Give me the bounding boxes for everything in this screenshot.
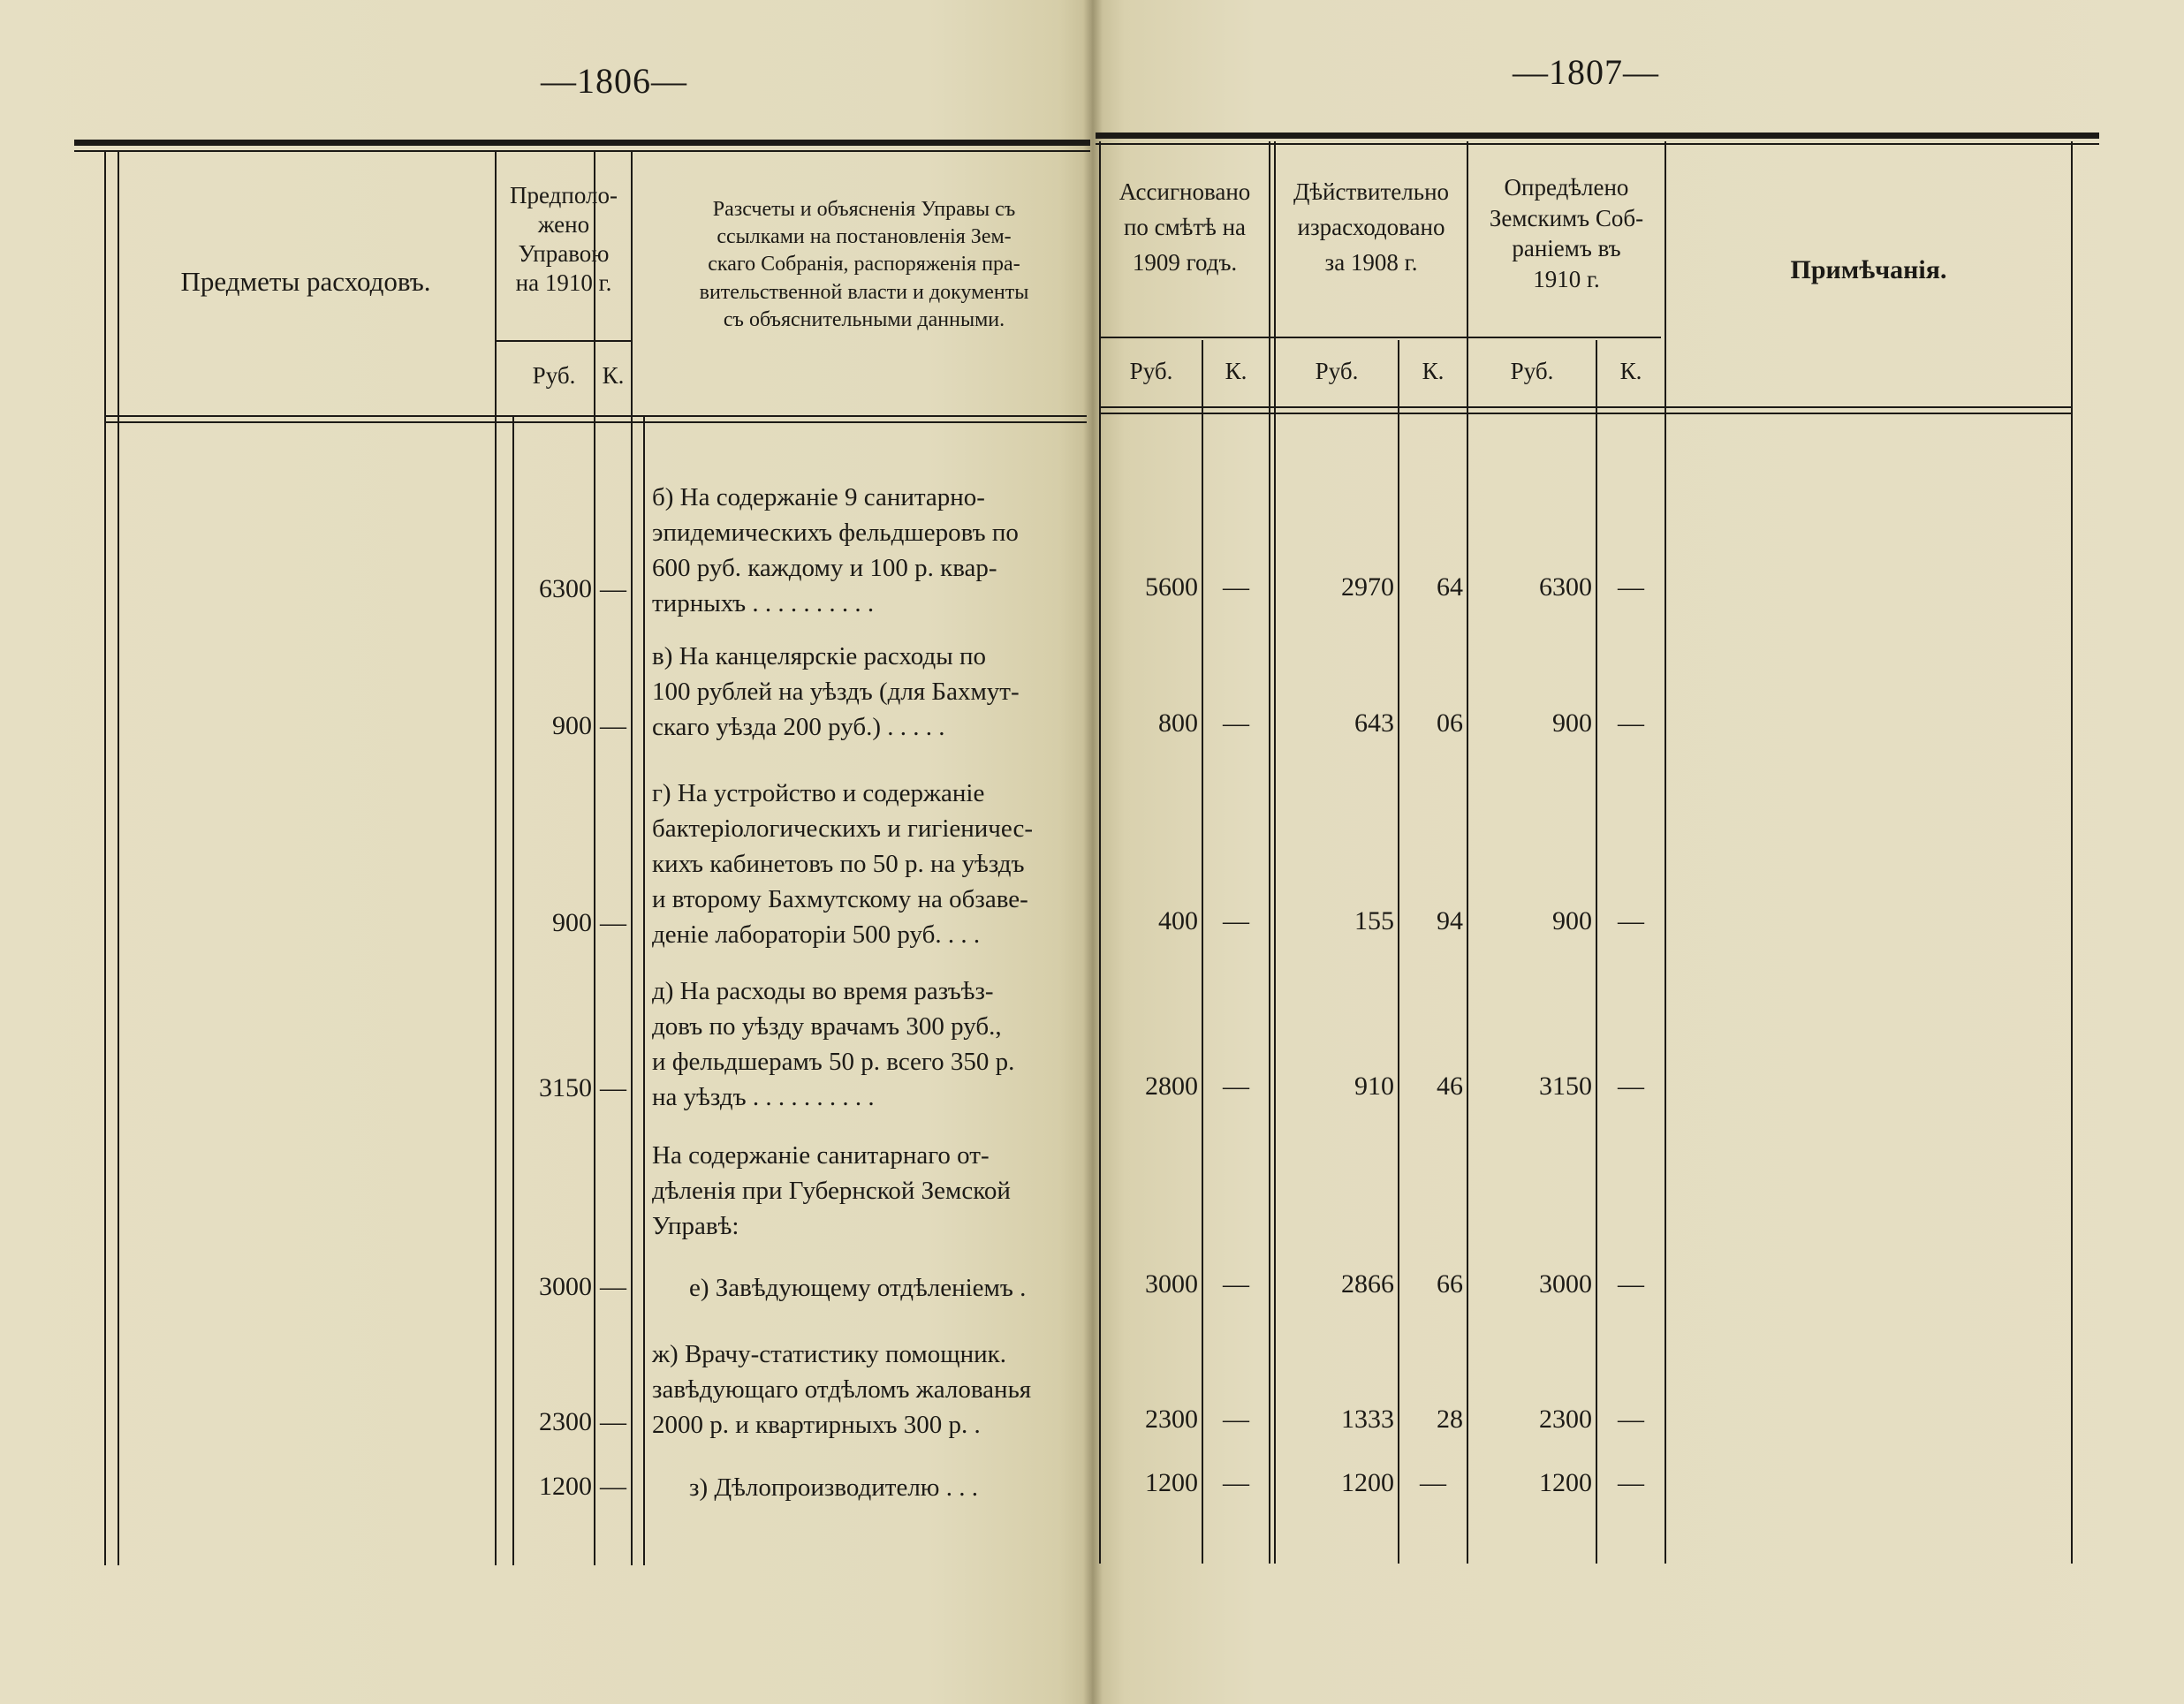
row-b-determined: 6300 (1539, 572, 1592, 602)
row-d-proposed: 3150 (539, 1073, 592, 1102)
header-explanations: Разсчеты и объясненія Управы съ ссылками на постановленія Зем- скаго Собранія, распоряженія пра- вительственной власти и документы съ объяснительными данными. (699, 198, 1029, 331)
row-g-actual: 155 (1354, 906, 1394, 935)
header-proposed: Предполо- жено Управою на 1910 г. (510, 182, 618, 296)
row-zh-proposed: 2300 (539, 1407, 592, 1436)
row-zh-actual-kop: 28 (1437, 1405, 1463, 1434)
row-zh-assigned: 2300 (1145, 1405, 1198, 1434)
row-e-assigned: 3000 (1145, 1269, 1198, 1299)
row-g-text: г) На устройство и содержаніе бактеріологическихъ и гигіеничес- кихъ кабинетовъ по 50 р. на уѣздъ и второму Бахмутскому на обзаве- деніе лабораторіи 500 руб. . . . (652, 779, 1033, 949)
row-zh-determined: 2300 (1539, 1405, 1592, 1434)
subheader-rule-right (1099, 337, 1661, 338)
row-b-assigned: 5600 (1145, 572, 1198, 602)
vline-right-border (2071, 141, 2073, 1564)
row-zh-text: ж) Врачу-статистику помощник. завѣдующаго отдѣломъ жалованья 2000 р. и квартирныхъ 300 р. . (652, 1340, 1032, 1439)
row-zh-determined-kop: — (1618, 1405, 1644, 1434)
row-g-determined: 900 (1552, 906, 1592, 935)
header-actual-rub: Руб. (1315, 358, 1359, 384)
header-proposed-rub: Руб. (532, 362, 576, 389)
row-zh-assigned-kop: — (1223, 1405, 1249, 1434)
vline-left-border-2 (118, 152, 119, 1565)
row-z-actual-kop: — (1420, 1468, 1446, 1497)
vline-actual-left-2 (1274, 141, 1276, 1564)
row-zh-actual: 1333 (1341, 1405, 1394, 1434)
vline-assigned-left (1099, 141, 1101, 1564)
row-g-assigned-kop: — (1223, 906, 1249, 935)
vline-left-border-1 (104, 152, 106, 1565)
header-assigned-kop: К. (1225, 358, 1247, 384)
row-d-determined-kop: — (1618, 1072, 1644, 1101)
header-determined-kop: К. (1619, 358, 1642, 384)
row-z-assigned: 1200 (1145, 1468, 1198, 1497)
row-z-proposed-kop: — (600, 1472, 626, 1501)
vline-actual-kop (1398, 340, 1399, 1564)
row-z-proposed: 1200 (539, 1472, 592, 1501)
header-determined-rub: Руб. (1510, 358, 1554, 384)
left-page-number: —1806— (541, 61, 687, 101)
row-d-determined: 3150 (1539, 1072, 1592, 1101)
row-e-determined: 3000 (1539, 1269, 1592, 1299)
header-determined: Опредѣлено Земскимъ Соб- раніемъ въ 1910 г. (1489, 174, 1644, 292)
row-z-determined-kop: — (1618, 1468, 1644, 1497)
top-thin-rule-left (74, 150, 1090, 152)
row-e-actual-kop: 66 (1437, 1269, 1463, 1299)
header-items: Предметы расходовъ. (180, 266, 431, 297)
header-actual: Дѣйствительно израсходовано за 1908 г. (1293, 178, 1450, 276)
header-rule-left-1 (104, 415, 1087, 417)
row-e-proposed-kop: — (600, 1272, 626, 1301)
row-b-actual-kop: 64 (1437, 572, 1463, 602)
top-rule-right (1096, 133, 2099, 139)
row-z-text: з) Дѣлопроизводителю . . . (689, 1473, 978, 1502)
row-v-proposed-kop: — (600, 711, 626, 740)
row-g-assigned: 400 (1158, 906, 1198, 935)
row-g-proposed-kop: — (600, 908, 626, 937)
header-assigned: Ассигновано по смѣтѣ на 1909 годъ. (1119, 178, 1251, 276)
row-v-actual-kop: 06 (1437, 708, 1463, 738)
vline-determined-left (1467, 141, 1468, 1564)
header-rule-right-1 (1099, 406, 2071, 408)
row-b-actual: 2970 (1341, 572, 1394, 602)
header-rule-left-2 (104, 421, 1087, 423)
row-b-determined-kop: — (1618, 572, 1644, 602)
row-zh-proposed-kop: — (600, 1407, 626, 1436)
row-d-text: д) На расходы во время разъѣз- довъ по уѣзду врачамъ 300 руб., и фельдшерамъ 50 р. всего 350 р. на уѣздъ . . . . . . . . . . (652, 977, 1015, 1111)
row-e-actual: 2866 (1341, 1269, 1394, 1299)
header-rule-right-2 (1099, 413, 2071, 414)
row-v-assigned-kop: — (1223, 708, 1249, 738)
row-d-actual: 910 (1354, 1072, 1394, 1101)
row-d-assigned-kop: — (1223, 1072, 1249, 1101)
vline-actual-left (1269, 141, 1270, 1564)
row-b-assigned-kop: — (1223, 572, 1249, 602)
row-d-proposed-kop: — (600, 1073, 626, 1102)
row-v-text: в) На канцелярскіе расходы по 100 рублей на уѣздъ (для Бахмут- скаго уѣзда 200 руб.) . . . . . (652, 642, 1020, 741)
row-b-proposed-kop: — (600, 574, 626, 603)
vline-explanations-left (631, 152, 633, 1565)
row-g-actual-kop: 94 (1437, 906, 1463, 935)
header-notes: Примѣчанія. (1790, 255, 1947, 284)
row-e-determined-kop: — (1618, 1269, 1644, 1299)
top-thin-rule-right (1096, 143, 2099, 145)
row-z-determined: 1200 (1539, 1468, 1592, 1497)
header-actual-kop: К. (1422, 358, 1445, 384)
row-v-actual: 643 (1354, 708, 1394, 738)
header-assigned-rub: Руб. (1129, 358, 1173, 384)
vline-items-right (495, 152, 497, 1565)
row-b-proposed: 6300 (539, 574, 592, 603)
row-section-heading: На содержаніе санитарнаго от- дѣленія при Губернской Земской Управѣ: (652, 1141, 1011, 1240)
row-g-determined-kop: — (1618, 906, 1644, 935)
row-z-actual: 1200 (1341, 1468, 1394, 1497)
row-z-assigned-kop: — (1223, 1468, 1249, 1497)
row-v-determined: 900 (1552, 708, 1592, 738)
vline-assigned-kop (1202, 340, 1203, 1564)
row-e-assigned-kop: — (1223, 1269, 1249, 1299)
right-page-number: —1807— (1513, 52, 1659, 92)
row-v-determined-kop: — (1618, 708, 1644, 738)
top-rule-left (74, 140, 1090, 146)
row-d-assigned: 2800 (1145, 1072, 1198, 1101)
vline-notes-left (1665, 141, 1666, 1564)
row-e-text: е) Завѣдующему отдѣленіемъ . (689, 1274, 1027, 1302)
vline-explanations-left-2 (643, 417, 645, 1565)
row-v-proposed: 900 (552, 711, 592, 740)
vline-determined-kop (1596, 340, 1597, 1564)
row-d-actual-kop: 46 (1437, 1072, 1463, 1101)
subheader-rule-proposed (497, 340, 631, 342)
row-b-text: б) На содержаніе 9 санитарно- эпидемическихъ фельдшеровъ по 600 руб. каждому и 100 р. квар- тирныхъ . . . . . . . . . . (652, 483, 1019, 617)
header-proposed-kop: К. (602, 362, 625, 389)
row-e-proposed: 3000 (539, 1272, 592, 1301)
row-g-proposed: 900 (552, 908, 592, 937)
row-v-assigned: 800 (1158, 708, 1198, 738)
